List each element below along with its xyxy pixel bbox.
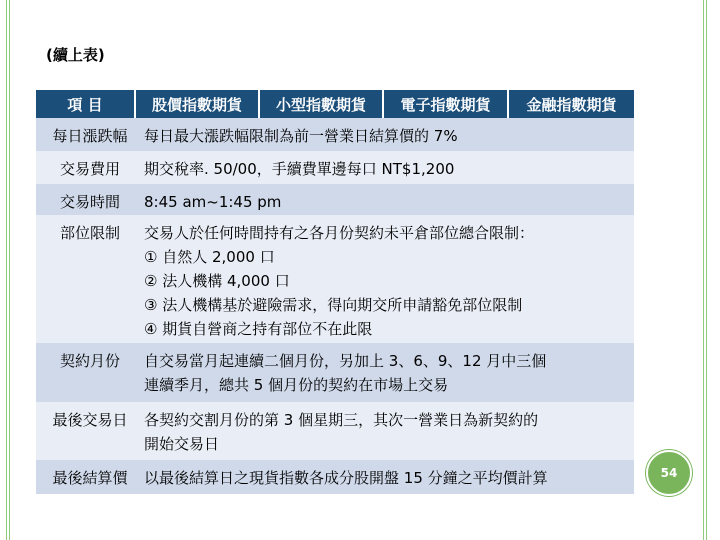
table-row (36, 151, 634, 184)
row-value (144, 460, 634, 494)
table-row (36, 184, 634, 215)
row-line: 交易人於任何時間持有之各月份契約未平倉部位總合限制： (144, 224, 535, 242)
row-line: ③ 法人機構基於避險需求，得向期交所申請豁免部位限制 (144, 296, 523, 314)
header-mini-index-futures: 小型指數期貨 (260, 90, 384, 118)
row-value (144, 118, 634, 151)
row-value (144, 402, 634, 460)
row-line: ② 法人機構 4,000 口 (144, 272, 290, 290)
table-row (36, 215, 634, 343)
row-line: ① 自然人 2,000 口 (144, 248, 275, 266)
row-label: 最後結算價 (52, 469, 128, 487)
table-row (36, 118, 634, 151)
row-label: 部位限制 (59, 224, 120, 242)
header-finance-index-futures: 金融指數期貨 (509, 90, 634, 118)
table-row (36, 343, 634, 402)
row-line: 開始交易日 (144, 435, 220, 453)
row-label: 每日漲跌幅 (52, 127, 128, 145)
header-electronics-index-futures: 電子指數期貨 (384, 90, 509, 118)
row-label: 交易時間 (59, 193, 120, 211)
row-value (144, 215, 634, 343)
table-row (36, 460, 634, 494)
row-line: 期交稅率. 50/00，手續費單邊每口 NT$1,200 (144, 160, 455, 178)
row-line: 8:45 am~1:45 pm (144, 193, 282, 211)
left-frame-line (6, 0, 7, 540)
row-label: 最後交易日 (52, 411, 128, 429)
right-frame-line (703, 0, 704, 540)
row-line: 每日最大漲跌幅限制為前一營業日結算價的 7% (144, 127, 458, 145)
futures-spec-table (36, 90, 634, 494)
right-frame-line-inner (706, 0, 707, 540)
row-line: 各契約交割月份的第 3 個星期三，其次一營業日為新契約的 (144, 411, 539, 429)
row-line: 以最後結算日之現貨指數各成分股開盤 15 分鐘之平均價計算 (144, 469, 548, 487)
table-row (36, 402, 634, 460)
row-line: 自交易當月起連續二個月份，另加上 3、6、9、12 月中三個 (144, 352, 547, 370)
row-value (144, 184, 634, 215)
continued-label: (續上表) (46, 46, 105, 64)
header-item: 項 目 (36, 90, 136, 118)
row-value (144, 151, 634, 184)
row-label: 交易費用 (59, 160, 120, 178)
table-header (36, 90, 634, 118)
row-label: 契約月份 (59, 352, 120, 370)
page-number-badge: 54 (646, 450, 692, 496)
header-stock-index-futures: 股價指數期貨 (136, 90, 260, 118)
row-line: ④ 期貨自營商之持有部位不在此限 (144, 320, 373, 338)
row-value (144, 343, 634, 402)
row-line: 連續季月，總共 5 個月份的契約在市場上交易 (144, 376, 449, 394)
left-frame-line-inner (9, 0, 10, 540)
